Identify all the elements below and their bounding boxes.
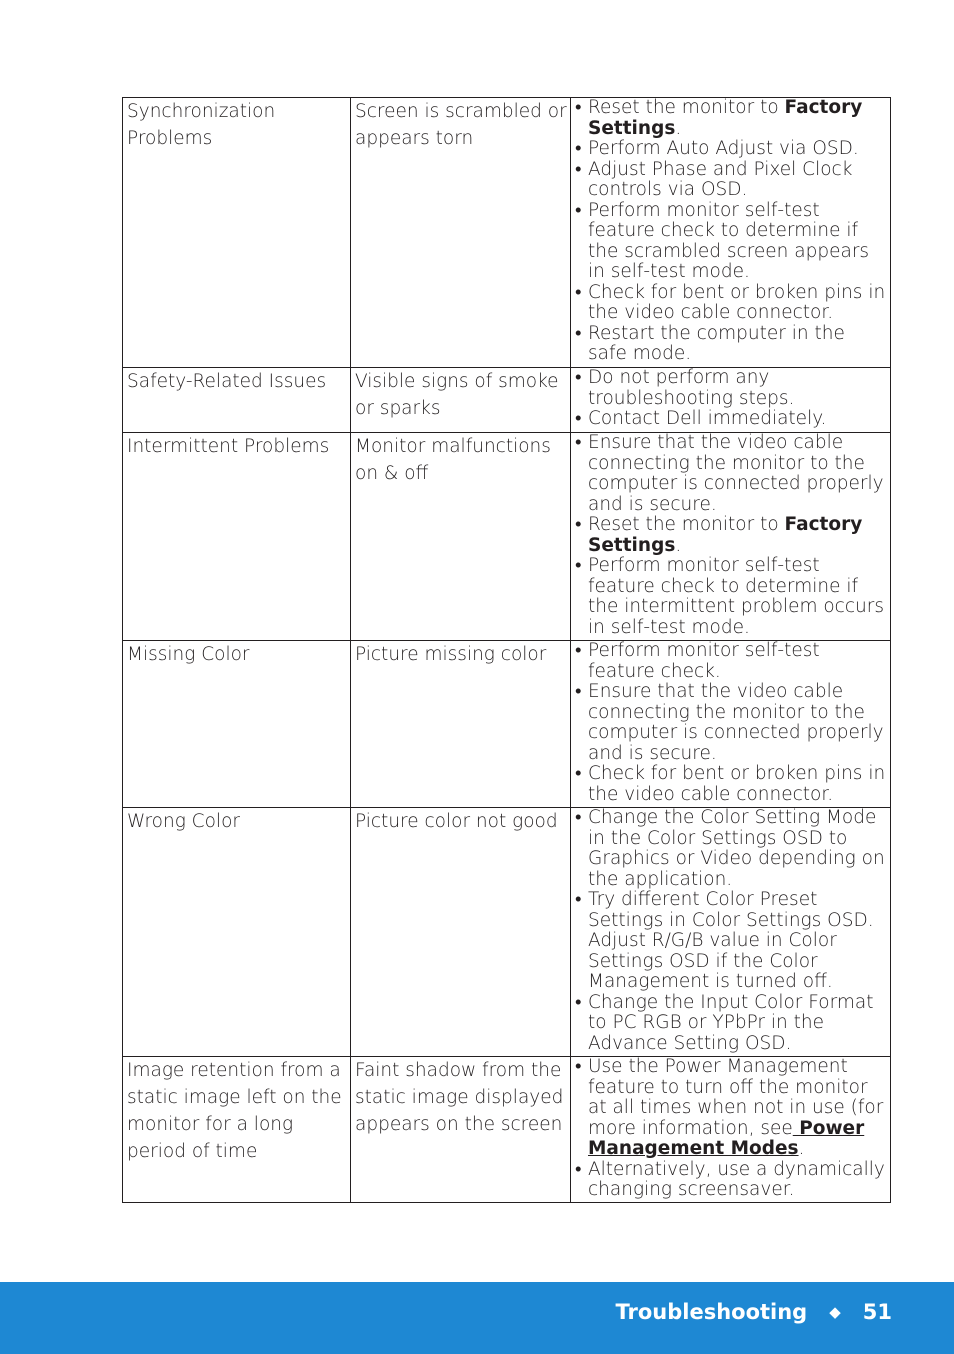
- solution-text: Ensure that the video cable connecting the monitor to the computer is connected properly and is secure.: [588, 432, 884, 515]
- solution-text: Perform monitor self-test feature check to determine if the scrambled screen appears in self-test mode.: [588, 199, 870, 282]
- solutions-cell: [571, 98, 891, 368]
- solution-item: [575, 98, 888, 139]
- problem-cell: Wrong Color: [123, 808, 351, 1057]
- symptom-cell: Monitor malfunctions on & off: [351, 433, 571, 641]
- solution-text: Do not perform any troubleshooting steps.: [588, 367, 795, 409]
- solutions-cell: [571, 433, 891, 641]
- solution-item: [575, 139, 888, 160]
- solution-text: Change the Color Setting Mode in the Color Settings OSD to Graphics or Video depending on the application.: [588, 807, 885, 890]
- solution-item: [575, 556, 888, 638]
- solution-item: [575, 1057, 888, 1160]
- solution-text: Adjust Phase and Pixel Clock controls via OSD.: [588, 158, 853, 200]
- solution-item: [575, 433, 888, 515]
- solution-text: Perform Auto Adjust via OSD.: [588, 138, 859, 159]
- solution-text: Restart the computer in the safe mode.: [588, 322, 845, 364]
- solution-text: Perform monitor self-test feature check to determine if the intermittent problem occurs in self-test mode.: [588, 555, 884, 638]
- table-row: [123, 1057, 891, 1203]
- solution-text: Perform monitor self-test feature check.: [588, 640, 820, 682]
- solutions-cell: [571, 808, 891, 1057]
- solution-text: Try different Color Preset Settings in Color Settings OSD. Adjust R/G/B value in Color Settings OSD if the Color Management is turned off.: [588, 889, 874, 992]
- problem-cell: Intermittent Problems: [123, 433, 351, 641]
- solution-list: [575, 641, 888, 805]
- solution-list: [575, 1057, 888, 1201]
- solution-text: Contact Dell immediately.: [588, 408, 827, 429]
- solution-item: [575, 283, 888, 324]
- symptom-cell: Visible signs of smoke or sparks: [351, 368, 571, 433]
- footer-label: [615, 1300, 892, 1324]
- table-row: [123, 98, 891, 368]
- power-management-modes-link[interactable]: Power Management Modes: [588, 1117, 865, 1159]
- solution-text: .: [798, 1138, 805, 1159]
- solution-item: [575, 160, 888, 201]
- solution-text: Alternatively, use a dynamically changing screensaver.: [588, 1158, 885, 1200]
- solutions-cell: [571, 368, 891, 433]
- solution-item: [575, 993, 888, 1055]
- solution-list: [575, 433, 888, 638]
- solutions-cell: [571, 1057, 891, 1203]
- solution-list: [575, 98, 888, 365]
- table-row: [123, 433, 891, 641]
- page-footer: [0, 1282, 954, 1354]
- solution-item: [575, 808, 888, 890]
- solution-item: [575, 682, 888, 764]
- solution-text: Change the Input Color Format to PC RGB or YPbPr in the Advance Setting OSD.: [588, 991, 874, 1054]
- solution-item: [575, 890, 888, 993]
- problem-cell: Safety-Related Issues: [123, 368, 351, 433]
- solution-text: Check for bent or broken pins in the video cable connector.: [588, 281, 886, 323]
- solution-item: [575, 515, 888, 556]
- solution-item: [575, 368, 888, 409]
- problem-cell: Missing Color: [123, 641, 351, 808]
- diamond-separator-icon: ◆: [829, 1303, 841, 1321]
- solution-item: [575, 201, 888, 283]
- solution-item: [575, 764, 888, 805]
- solution-item: [575, 641, 888, 682]
- table-row: [123, 641, 891, 808]
- problem-cell: Synchronization Problems: [123, 98, 351, 368]
- solution-text: .: [675, 534, 682, 556]
- symptom-cell: Faint shadow from the static image displayed appears on the screen: [351, 1057, 571, 1203]
- table-body: [123, 98, 891, 1203]
- troubleshooting-table: [122, 97, 891, 1203]
- solution-text: Use the Power Management feature to turn off the monitor at all times when not in use (for more information, see: [588, 1056, 884, 1139]
- solution-text: Ensure that the video cable connecting the monitor to the computer is connected properly and is secure.: [588, 681, 884, 764]
- solution-list: [575, 368, 888, 430]
- symptom-cell: Picture color not good: [351, 808, 571, 1057]
- solution-item: [575, 1160, 888, 1201]
- symptom-cell: Picture missing color: [351, 641, 571, 808]
- symptom-cell: Screen is scrambled or appears torn: [351, 98, 571, 368]
- solution-text: Reset the monitor to: [588, 514, 785, 535]
- footer-section-title: Troubleshooting: [615, 1300, 808, 1324]
- solution-text: Check for bent or broken pins in the video cable connector.: [588, 763, 886, 805]
- solution-item: [575, 324, 888, 365]
- table-row: [123, 368, 891, 433]
- solution-text: Reset the monitor to: [588, 97, 785, 118]
- solution-list: [575, 808, 888, 1054]
- bold-term: Factory Settings: [588, 514, 863, 556]
- solution-text: .: [675, 117, 682, 139]
- page-number: 51: [862, 1300, 892, 1324]
- solutions-cell: [571, 641, 891, 808]
- problem-cell: Image retention from a static image left on the monitor for a long period of time: [123, 1057, 351, 1203]
- bold-term: Factory Settings: [588, 97, 863, 139]
- solution-item: [575, 409, 888, 430]
- table-row: [123, 808, 891, 1057]
